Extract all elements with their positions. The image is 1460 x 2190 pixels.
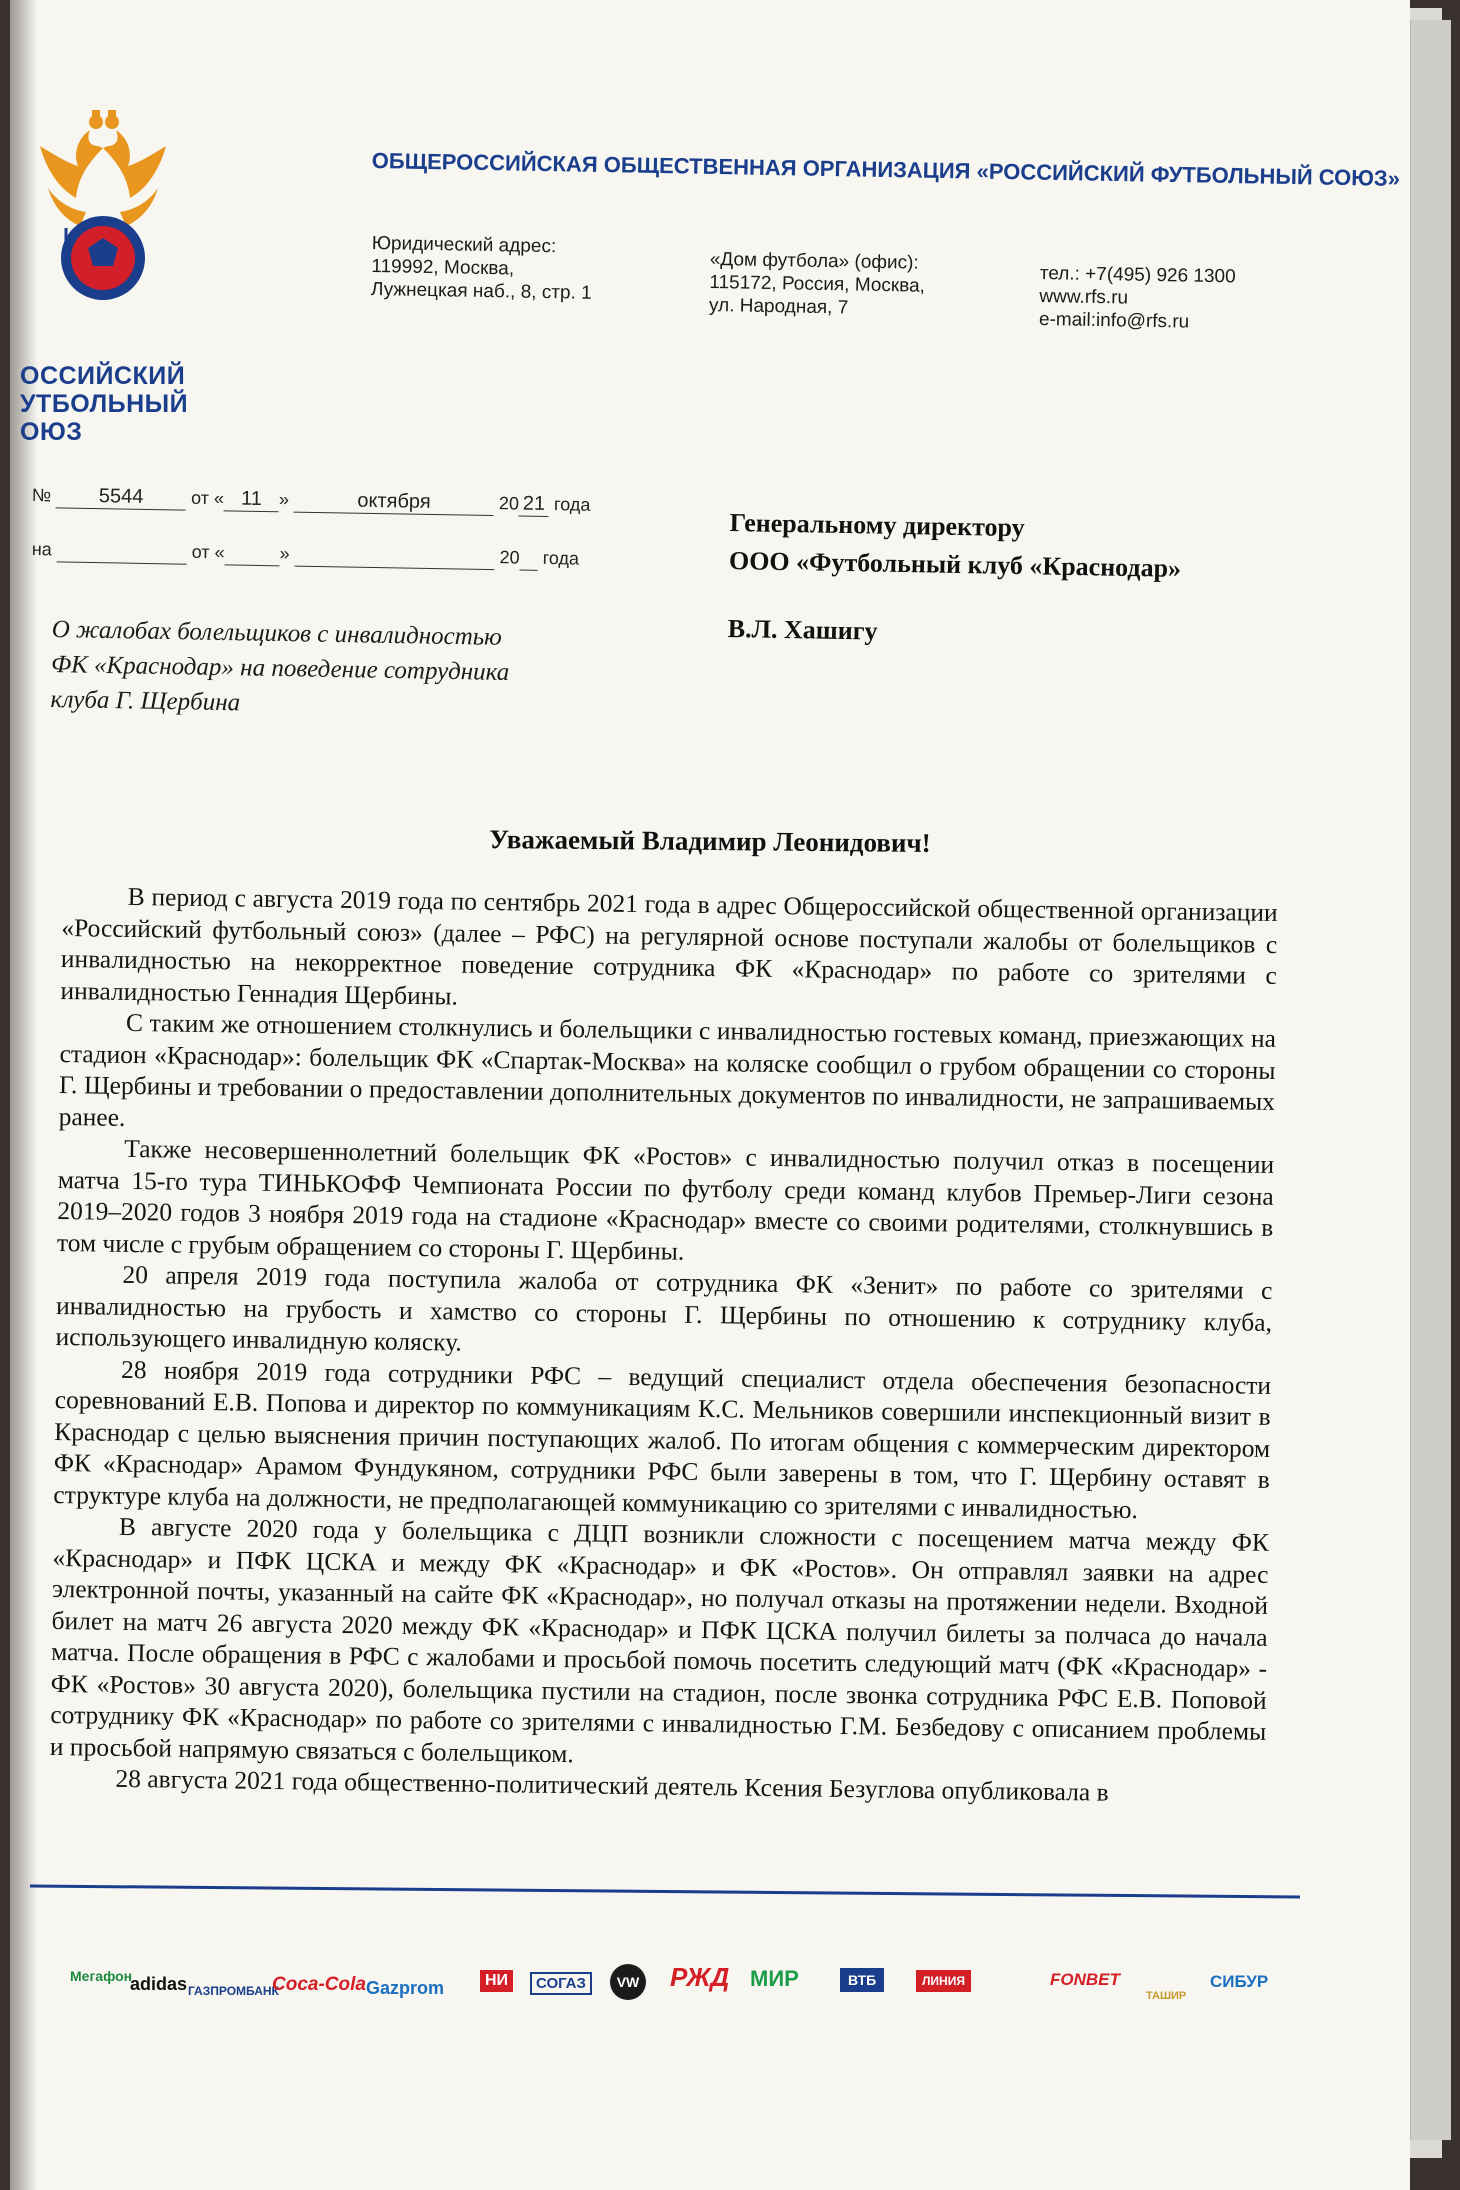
footer-divider (30, 1884, 1300, 1898)
sponsor-logo-liniya: ЛИНИЯ (916, 1970, 971, 1992)
reg-prefix: № (31, 484, 52, 506)
sponsor-logo-gazprom: Gazprom (366, 1978, 445, 1998)
website: www.rfs.ru (1039, 285, 1129, 309)
paragraph: Также несовершеннолетний болельщик ФК «Ростов» с инвалидностью получил отказ в посещении матча 15-го тура ТИНЬКОФФ Чемпионата России по футболу среди команд клубов Премьер-Лиги сезона 2019–2020 годов 3 ноября 2019 года на стадионе «Краснодар» вместе со своими родителями, столкнувшись в том числе с грубым обращением со стороны Г. Щербины. (56, 1133, 1275, 1266)
paragraph: С таким же отношением столкнулись и болельщики с инвалидностью гостевых команд, приезжающих на стадион «Краснодар»: болельщик ФК «Спартак-Москва» на коляске сообщил о грубом обращении со стороны Г. Щербины и требовании о предоставлении дополнительных документов по инвалидности, не запрашиваемых ранее. (58, 1007, 1277, 1132)
office-address (709, 248, 926, 321)
ref-close: » (279, 543, 290, 564)
sponsor-logos (20, 1956, 1400, 2026)
sponsor-logo-volkswagen: VW (610, 1964, 646, 2000)
reg-year: 21 (519, 493, 549, 518)
letter-page (10, 0, 1410, 2190)
reg-year-prefix: 20 (498, 493, 520, 514)
organization-name: ОБЩЕРОССИЙСКАЯ ОБЩЕСТВЕННАЯ ОРГАНИЗАЦИЯ «РОССИЙСКИЙ ФУТБОЛЬНЫЙ СОЮЗ» (371, 148, 1401, 191)
paragraph: 20 апреля 2019 года поступила жалоба от сотрудника ФК «Зенит» по работе со зрителями с инвалидностью на грубость и хамство со стороны Г. Щербины по отношению к сотруднику клуба, использующего инвалидную коляску. (55, 1259, 1273, 1357)
address-line: Лужнецкая наб., 8, стр. 1 (370, 278, 592, 304)
addressee (727, 504, 1182, 656)
paper-stack-edge (1410, 20, 1451, 2140)
sponsor-logo-ni: НИ (480, 1970, 513, 1992)
sponsor-logo-gazprombank: ГАЗПРОМБАНК (188, 1984, 279, 1998)
address-line: 119992, Москва, (371, 255, 515, 280)
address-line: 115172, Россия, Москва, (709, 271, 926, 297)
paragraph: В период с августа 2019 года по сентябрь 2021 года в адрес Общероссийской общественной организации «Российский футбольный союз» (далее – РФС) на регулярной основе поступали жалобы от болельщиков с инвалидностью на некорректное поведение сотрудника ФК «Краснодар» по работе со зрителями с инвалидностью Геннадия Щербины. (60, 881, 1278, 1011)
sponsor-logo-tashir: ТАШИР (1146, 1990, 1187, 2002)
legal-address (371, 232, 593, 305)
ref-from-label: от « (191, 541, 225, 563)
address-line: Юридический адрес: (371, 232, 557, 258)
rfs-eagle-logo (28, 108, 178, 338)
subject-line: ФК «Краснодар» на поведение сотрудника (50, 650, 510, 686)
letter-body (49, 880, 1278, 1810)
paragraph: 28 августа 2021 года общественно-политический деятель Ксения Безуглова опубликовала в (115, 1763, 1109, 1807)
addressee-title: Генеральному директору (729, 507, 1025, 543)
reg-year-suffix: года (553, 494, 591, 515)
paragraph: 28 ноября 2019 года сотрудники РФС – ведущий специалист отдела обеспечения безопасности соревнований Е.В. Попова и директор по коммуникациям К.С. Мельников совершили инспекционный визит в Краснодар с целью выяснения причин поступающих жалоб. По итогам общения с коммерческим директором ФК «Краснодар» Арамом Фундукяном, сотрудники РФС были заверены в том, что Г. Щербину оставят в структуре клуба на должности, не предполагающей коммуникацию со зрителями с инвалидностью. (53, 1354, 1272, 1524)
paragraph: В августе 2020 года у болельщика с ДЦП возникли сложности с посещением матча между ФК «Краснодар» и ПФК ЦСКА и между ФК «Краснодар» и ФК «Ростов». Он отправлял заявки на адрес электронной почты, указанный на сайте ФК «Краснодар», но получал отказы на протяжении недели. Входной билет на матч 26 августа 2020 между ФК «Краснодар» и ПФК ЦСКА получил билеты за полчаса до начала матча. После обращения в РФС с жалобами и просьбой помочь посетить следующий матч (ФК «Краснодар» - ФК «Ростов» 30 августа 2020), болельщика пустили на стадион, после звонка сотрудника РФС Е.В. Поповой сотруднику ФК «Краснодар» по работе со зрителями с инвалидностью Г.М. Безбедову с описанием проблемы и просьбой напрямую связаться с болельщиком. (49, 1511, 1270, 1768)
reg-day-close: » (278, 489, 290, 510)
sponsor-logo-vtb: ВТБ (840, 1968, 884, 1992)
address-line: «Дом футбола» (офис): (709, 248, 919, 274)
reg-day: 11 (224, 487, 279, 512)
ref-year-suffix: года (542, 547, 580, 569)
sponsor-logo-megafon: Мегафон (70, 1968, 133, 1984)
letter-subject (50, 612, 612, 727)
rfs-logo-text (20, 362, 200, 446)
reg-number: 5544 (56, 484, 186, 510)
sponsor-logo-coca-cola: Coca-Cola (272, 1974, 366, 1995)
addressee-name: В.Л. Хашигу (727, 613, 878, 646)
logo-text-line: УТБОЛЬНЫЙ (20, 390, 189, 418)
reg-month: октября (294, 489, 494, 516)
sponsor-logo-adidas: adidas (130, 1974, 188, 1994)
address-line: ул. Народная, 7 (708, 294, 849, 319)
sponsor-logo-sibur: СИБУР (1210, 1972, 1269, 1991)
sponsor-logo-sogaz: СОГАЗ (530, 1972, 592, 1995)
subject-line: клуба Г. Щербина (50, 685, 241, 717)
sponsor-logo-fonbet: FONBET (1050, 1970, 1120, 1989)
addressee-company: ООО «Футбольный клуб «Краснодар» (728, 545, 1182, 583)
email: e-mail:info@rfs.ru (1038, 308, 1190, 333)
subject-line: О жалобах болельщиков с инвалидностью (51, 615, 503, 651)
registration-line (32, 484, 591, 518)
ref-year-prefix: 20 (499, 547, 520, 568)
sponsor-logo-rzd: РЖД (670, 1962, 730, 1992)
reg-from-label: от « (190, 487, 225, 509)
phone: тел.: +7(495) 926 1300 (1039, 262, 1236, 288)
reference-line (32, 538, 580, 572)
contacts (1039, 262, 1236, 334)
sponsor-logo-mir: МИР (750, 1966, 799, 1991)
logo-text-line: ОССИЙСКИЙ (20, 362, 186, 390)
greeting: Уважаемый Владимир Леонидович! (489, 824, 931, 858)
ref-prefix: на (31, 538, 52, 560)
logo-text-line: ОЮЗ (20, 418, 83, 446)
